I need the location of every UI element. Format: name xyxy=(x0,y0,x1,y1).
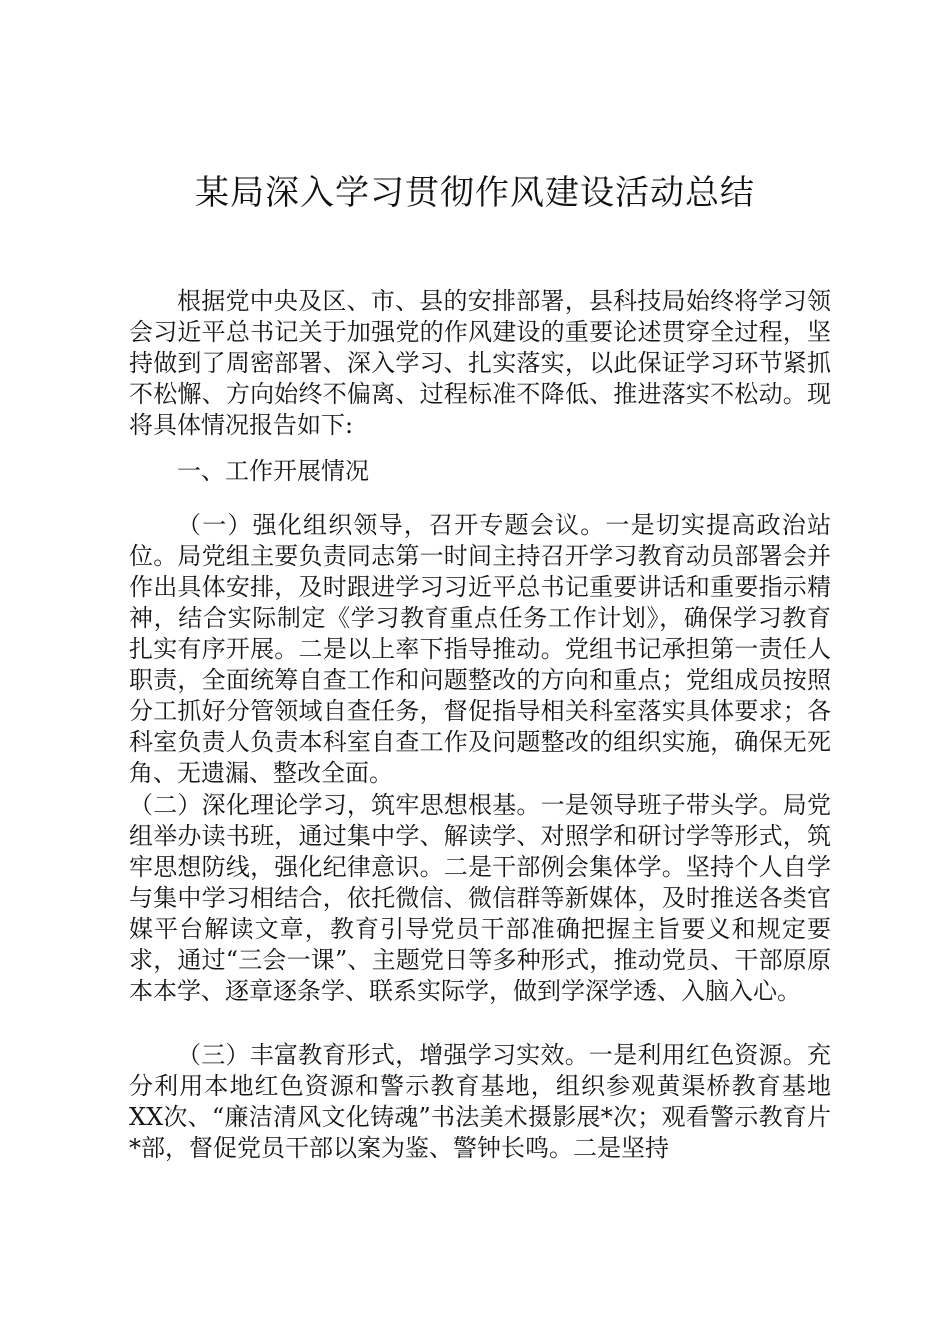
document-title: 某局深入学习贯彻作风建设活动总结 xyxy=(195,173,755,213)
section-paragraph-2: （二）深化理论学习，筑牢思想根基。一是领导班子带头学。局党组举办读书班，通过集中学、解读学、对照学和研讨学等形式，筑牢思想防线，强化纪律意识。二是干部例会集体学。坚持个人自学与集中学习相结合，依托微信、微信群等新媒体，及时推送各类官媒平台解读文章，教育引导党员干部准确把握主旨要义和规定要求，通过“三会一课”、主题党日等多种形式，推动党员、干部原原本本学、逐章逐条学、联系实际学，做到学深学透、入脑入心。 xyxy=(129,791,831,1005)
section-paragraph-3: （三）丰富教育形式，增强学习实效。一是利用红色资源。充分利用本地红色资源和警示教育基地，组织参观黄渠桥教育基地XX次、“廉洁清风文化铸魂”书法美术摄影展*次；观看警示教育片*部，督促党员干部以案为鉴、警钟长鸣。二是坚持 xyxy=(129,1041,831,1162)
section-paragraph-1: （一）强化组织领导，召开专题会议。一是切实提高政治站位。局党组主要负责同志第一时间主持召开学习教育动员部署会并作出具体安排，及时跟进学习习近平总书记重要讲话和重要指示精神，结合实际制定《学习教育重点任务工作计划》，确保学习教育扎实有序开展。二是以上率下指导推动。党组书记承担第一责任人职责，全面统筹自查工作和问题整改的方向和重点；党组成员按照分工抓好分管领域自查任务，督促指导相关科室落实具体要求；各科室负责人负责本科室自查工作及问题整改的组织实施，确保无死角、无遗漏、整改全面。 xyxy=(129,511,831,787)
intro-paragraph: 根据党中央及区、市、县的安排部署，县科技局始终将学习领会习近平总书记关于加强党的作风建设的重要论述贯穿全过程，坚持做到了周密部署、深入学习、扎实落实，以此保证学习环节紧抓不松懈、方向始终不偏离、过程标准不降低、推进落实不松动。现将具体情况报告如下: xyxy=(129,287,831,439)
section-heading: 一、工作开展情况 xyxy=(177,457,369,485)
